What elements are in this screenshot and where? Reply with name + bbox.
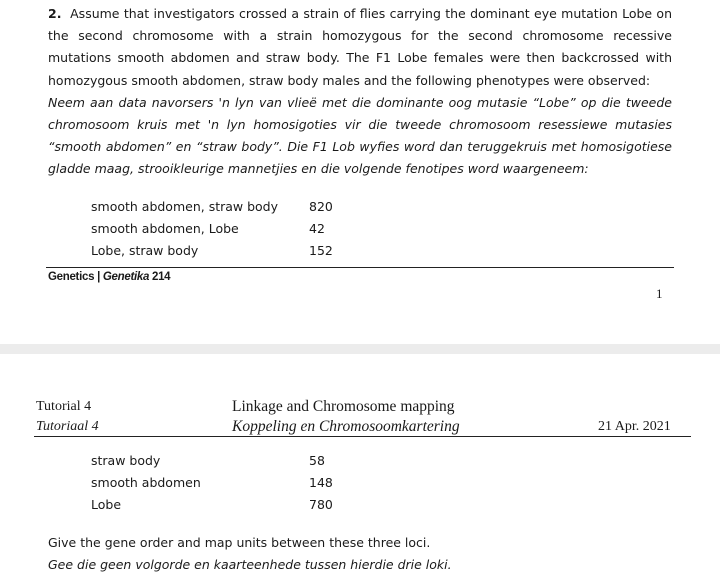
header-date: 21 Apr. 2021 (598, 419, 671, 434)
phenotype-count: 152 (309, 243, 333, 258)
question-text-afrikaans: Neem aan data navorsers 'n lyn van vlieë met die dominante oog mutasie “Lobe” op die tweede chromosoom kruis met 'n lyn homosigoties vir die tweede chromosoom resessiewe mutasies “smooth abdomen” en “straw body”. Die F1 Lob wyfies word dan teruggekruis met homosigotiese gladde maag, strooikleurige mannetjies en die volgende fenotipes word waargeneem: (48, 94, 672, 177)
footer-course-english: Genetics | (48, 271, 103, 283)
document-page-2 (0, 354, 720, 586)
header-divider (34, 436, 691, 437)
page-number: 1 (656, 286, 663, 301)
footer-divider (46, 267, 674, 268)
phenotype-label: Lobe, straw body (91, 243, 199, 258)
footer-course-afrikaans: Genetika (102, 271, 150, 283)
question-2 (48, 3, 672, 181)
phenotype-count: 780 (309, 497, 333, 512)
instruction-english: Give the gene order and map units between these three loci. (48, 535, 431, 550)
header-tutorial-english: Tutorial 4 (36, 399, 92, 414)
page-gap (0, 344, 720, 354)
phenotype-label: Lobe (91, 497, 122, 512)
page-footer (48, 271, 170, 283)
phenotype-label: smooth abdomen (91, 475, 201, 490)
phenotype-label: smooth abdomen, straw body (91, 199, 279, 214)
header-title-english: Linkage and Chromosome mapping (232, 398, 455, 415)
question-number: 2. (48, 6, 62, 21)
phenotype-label: smooth abdomen, Lobe (91, 221, 239, 236)
phenotype-count: 820 (309, 199, 333, 214)
phenotype-label: straw body (91, 453, 161, 468)
phenotype-count: 58 (309, 453, 325, 468)
header-title-afrikaans: Koppeling en Chromosoomkartering (232, 418, 460, 435)
instruction-afrikaans: Gee die geen volgorde en kaarteenhede tussen hierdie drie loki. (48, 557, 452, 572)
phenotype-count: 42 (309, 221, 325, 236)
phenotype-count: 148 (309, 475, 333, 490)
question-body-english: Assume that investigators crossed a strain of flies carrying the dominant eye mutation Lobe on the second chromosome with a strain homozygous for the second chromosome recessive mutations smooth abdomen and straw body. The F1 Lobe females were then backcrossed with homozygous smooth abdomen, straw body males and the following phenotypes were observed: (48, 6, 672, 88)
header-tutorial-afrikaans: Tutoriaal 4 (36, 419, 99, 434)
question-text-english (48, 3, 672, 92)
footer-course-code: 214 (149, 271, 171, 283)
